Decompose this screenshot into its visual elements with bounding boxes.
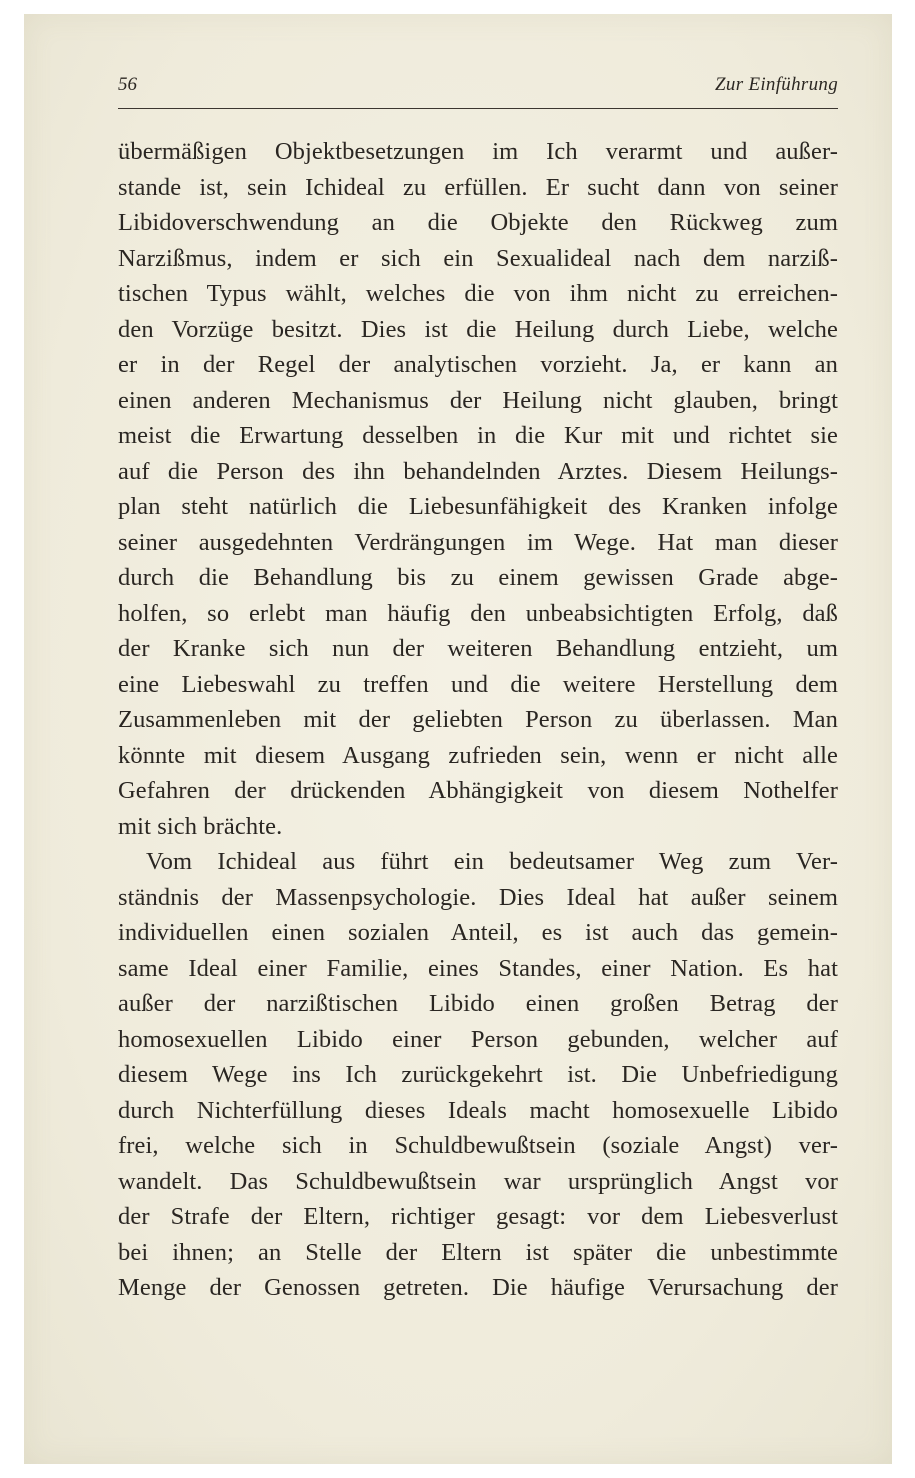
text-line: frei, welche sich in Schuldbewußtsein (soziale Angst) ver- xyxy=(118,1132,838,1159)
text-line: übermäßigen Objektbesetzungen im Ich verarmt und außer- xyxy=(118,138,838,165)
text-line: auf die Person des ihn behandelnden Arztes. Diesem Heilungs- xyxy=(118,457,838,485)
text-line: plan steht natürlich die Liebesunfähigkeit des Kranken infolge xyxy=(118,493,838,520)
text-line: stande ist, sein Ichideal zu erfüllen. Er sucht dann von seiner xyxy=(118,173,838,201)
body-text xyxy=(118,134,838,1306)
running-head xyxy=(118,74,838,104)
text-line: könnte mit diesem Ausgang zufrieden sein, wenn er nicht alle xyxy=(118,741,838,769)
text-line: meist die Erwartung desselben in die Kur mit und richtet sie xyxy=(118,422,838,449)
text-line: diesem Wege ins Ich zurückgekehrt ist. Die Unbefriedigung xyxy=(118,1061,838,1088)
text-line: Zusammenleben mit der geliebten Person zu überlassen. Man xyxy=(118,706,838,733)
book-page xyxy=(24,14,892,1464)
text-line: durch die Behandlung bis zu einem gewissen Grade abge- xyxy=(118,564,838,591)
page-number: 56 xyxy=(118,74,137,95)
section-title: Zur Einführung xyxy=(715,74,838,95)
text-line: mit sich brächte. xyxy=(118,812,283,840)
text-line: tischen Typus wählt, welches die von ihm nicht zu erreichen- xyxy=(118,280,838,307)
text-line: außer der narzißtischen Libido einen großen Betrag der xyxy=(118,990,838,1017)
text-line: bei ihnen; an Stelle der Eltern ist später die unbestimmte xyxy=(118,1238,838,1266)
text-line: Narzißmus, indem er sich ein Sexualideal nach dem narziß- xyxy=(118,244,838,272)
text-line: Menge der Genossen getreten. Die häufige Verursachung der xyxy=(118,1274,838,1301)
text-line: den Vorzüge besitzt. Dies ist die Heilung durch Liebe, welche xyxy=(118,315,838,343)
text-line: same Ideal einer Familie, eines Standes, einer Nation. Es hat xyxy=(118,954,838,982)
text-line: er in der Regel der analytischen vorzieht. Ja, er kann an xyxy=(118,351,838,378)
text-line: der Strafe der Eltern, richtiger gesagt: vor dem Liebesverlust xyxy=(118,1203,838,1230)
text-line: ständnis der Massenpsychologie. Dies Ideal hat außer seinem xyxy=(118,883,838,911)
text-line: Gefahren der drückenden Abhängigkeit von diesem Nothelfer xyxy=(118,777,838,804)
header-rule xyxy=(118,108,838,109)
text-line: der Kranke sich nun der weiteren Behandlung entzieht, um xyxy=(118,635,838,662)
text-line: individuellen einen sozialen Anteil, es ist auch das gemein- xyxy=(118,919,838,946)
text-line: eine Liebeswahl zu treffen und die weitere Herstellung dem xyxy=(118,670,838,698)
paragraph-1 xyxy=(118,134,838,844)
text-line: seiner ausgedehnten Verdrängungen im Wege. Hat man dieser xyxy=(118,528,838,556)
text-line: Libidoverschwendung an die Objekte den Rückweg zum xyxy=(118,209,838,236)
paragraph-2 xyxy=(118,844,838,1306)
text-line: einen anderen Mechanismus der Heilung nicht glauben, bringt xyxy=(118,386,838,414)
text-line: homosexuellen Libido einer Person gebunden, welcher auf xyxy=(118,1025,838,1053)
text-line: holfen, so erlebt man häufig den unbeabsichtigten Erfolg, daß xyxy=(118,599,838,627)
text-line: wandelt. Das Schuldbewußtsein war ursprünglich Angst vor xyxy=(118,1167,838,1195)
text-line: durch Nichterfüllung dieses Ideals macht homosexuelle Libido xyxy=(118,1096,838,1124)
text-line: Vom Ichideal aus führt ein bedeutsamer Weg zum Ver- xyxy=(146,848,838,875)
